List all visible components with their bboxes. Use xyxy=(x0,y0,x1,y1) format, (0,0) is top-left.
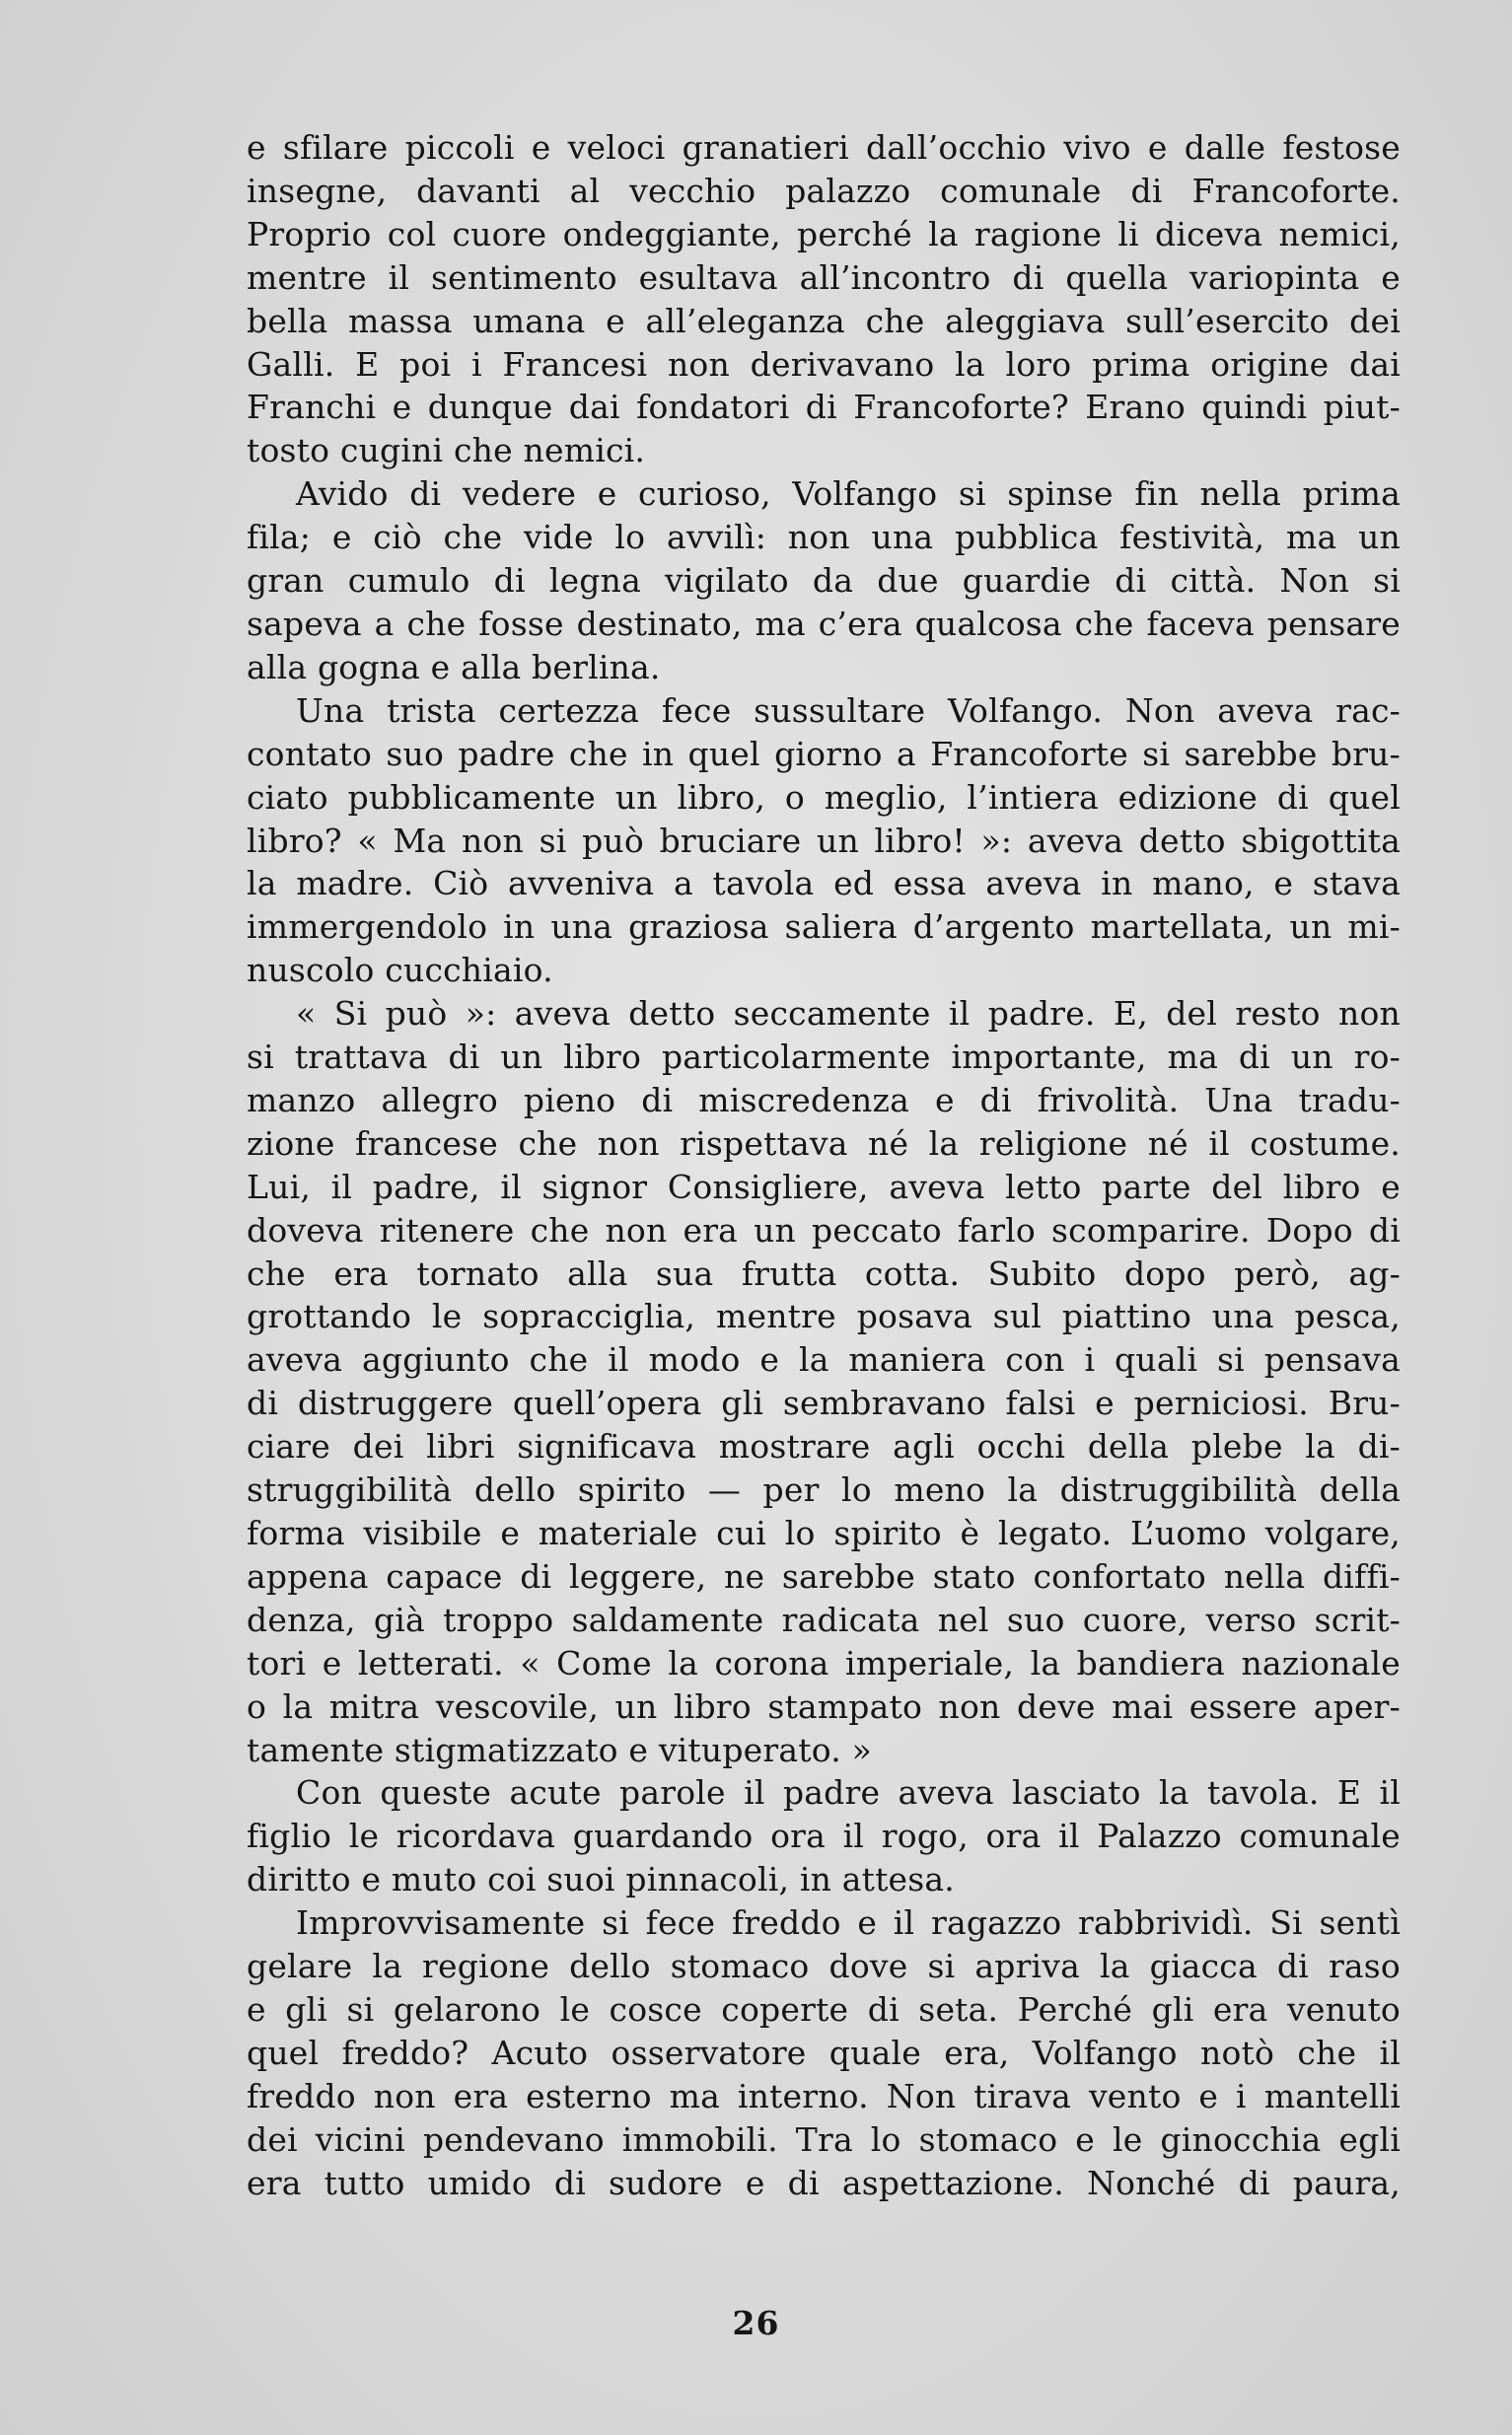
paragraph xyxy=(247,992,1401,1771)
text-line: diritto e muto coi suoi pinnacoli, in attesa. xyxy=(247,1860,955,1899)
body-text xyxy=(247,126,1401,2205)
text-line: freddo non era esterno ma interno. Non tirava vento e i mantelli xyxy=(247,2076,1401,2115)
paragraph xyxy=(247,472,1401,689)
text-line: alla gogna e alla berlina. xyxy=(247,647,661,686)
text-line: e sfilare piccoli e veloci granatieri dall’occhio vivo e dalle festose xyxy=(247,128,1401,167)
text-line: tori e letterati. « Come la corona imperiale, la bandiera nazionale xyxy=(247,1643,1401,1683)
text-line: struggibilità dello spirito — per lo meno la distruggibilità della xyxy=(247,1470,1401,1510)
text-line: manzo allegro pieno di miscredenza e di frivolità. Una tradu- xyxy=(247,1080,1401,1119)
text-line: la madre. Ciò avveniva a tavola ed essa aveva in mano, e stava xyxy=(247,864,1401,903)
text-line: Galli. E poi i Francesi non derivavano la loro prima origine dai xyxy=(247,344,1401,384)
text-line: fila; e ciò che vide lo avvilì: non una pubblica festività, ma un xyxy=(247,518,1401,557)
text-line: aveva aggiunto che il modo e la maniera con i quali si pensava xyxy=(247,1340,1401,1380)
text-line: sapeva a che fosse destinato, ma c’era qualcosa che faceva pensare xyxy=(247,604,1401,643)
text-line: gran cumulo di legna vigilato da due guardie di città. Non si xyxy=(247,561,1401,601)
text-line: grottando le sopracciglia, mentre posava sul piattino una pesca, xyxy=(247,1297,1401,1336)
text-line: si trattava di un libro particolarmente importante, ma di un ro- xyxy=(247,1038,1401,1077)
text-line: libro? « Ma non si può bruciare un libro! »: aveva detto sbigottita xyxy=(247,821,1401,860)
text-line: che era tornato alla sua frutta cotta. Subito dopo però, ag- xyxy=(247,1253,1401,1293)
page-number: 26 xyxy=(732,2304,780,2342)
paragraph xyxy=(247,1901,1401,2204)
text-line: contato suo padre che in quel giorno a Francoforte si sarebbe bru- xyxy=(247,734,1401,773)
text-line: doveva ritenere che non era un peccato farlo scomparire. Dopo di xyxy=(247,1210,1401,1250)
text-line: appena capace di leggere, ne sarebbe stato confortato nella diffi- xyxy=(247,1556,1401,1596)
text-line: di distruggere quell’opera gli sembravano falsi e perniciosi. Bru- xyxy=(247,1384,1401,1423)
text-line: denza, già troppo saldamente radicata nel suo cuore, verso scrit- xyxy=(247,1600,1401,1639)
text-line: quel freddo? Acuto osservatore quale era, Volfango notò che il xyxy=(247,2033,1401,2072)
text-line: forma visibile e materiale cui lo spirito è legato. L’uomo volgare, xyxy=(247,1514,1401,1552)
text-line: figlio le ricordava guardando ora il rogo, ora il Palazzo comunale xyxy=(247,1817,1401,1856)
paragraph xyxy=(247,1771,1401,1901)
text-line: nuscolo cucchiaio. xyxy=(247,951,553,990)
text-line: immergendolo in una graziosa saliera d’argento martellata, un mi- xyxy=(247,907,1401,947)
text-line: tosto cugini che nemici. xyxy=(247,431,646,470)
text-line: Proprio col cuore ondeggiante, perché la ragione li diceva nemici, xyxy=(247,214,1401,253)
text-line: zione francese che non rispettava né la religione né il costume. xyxy=(247,1123,1401,1163)
text-line: Con queste acute parole il padre aveva lasciato la tavola. E il xyxy=(296,1773,1401,1813)
text-line: bella massa umana e all’eleganza che aleggiava sull’esercito dei xyxy=(247,301,1401,340)
text-line: e gli si gelarono le cosce coperte di seta. Perché gli era venuto xyxy=(247,1989,1401,2029)
text-line: Lui, il padre, il signor Consigliere, aveva letto parte del libro e xyxy=(247,1167,1401,1206)
text-line: « Si può »: aveva detto seccamente il padre. E, del resto non xyxy=(296,994,1401,1034)
text-line: mentre il sentimento esultava all’incontro di quella variopinta e xyxy=(247,257,1401,297)
text-line: gelare la regione dello stomaco dove si apriva la giacca di raso xyxy=(247,1947,1401,1986)
text-line: Improvvisamente si fece freddo e il ragazzo rabbrividì. Si sentì xyxy=(296,1903,1401,1943)
text-line: o la mitra vescovile, un libro stampato non deve mai essere aper- xyxy=(247,1686,1401,1726)
text-line: ciato pubblicamente un libro, o meglio, l’intiera edizione di quel xyxy=(247,777,1401,817)
text-line: Franchi e dunque dai fondatori di Francoforte? Erano quindi piut- xyxy=(247,388,1401,427)
text-line: tamente stigmatizzato e vituperato. » xyxy=(247,1730,872,1769)
text-line: dei vicini pendevano immobili. Tra lo stomaco e le ginocchia egli xyxy=(247,2119,1401,2159)
text-line: Una trista certezza fece sussultare Volfango. Non aveva rac- xyxy=(296,690,1401,730)
text-line: Avido di vedere e curioso, Volfango si spinse fin nella prima xyxy=(296,474,1401,514)
paragraph xyxy=(247,689,1401,992)
text-line: era tutto umido di sudore e di aspettazione. Nonché di paura, xyxy=(247,2163,1401,2202)
text-line: insegne, davanti al vecchio palazzo comunale di Francoforte. xyxy=(247,171,1401,210)
paragraph xyxy=(247,126,1401,472)
text-line: ciare dei libri significava mostrare agli occhi della plebe la di- xyxy=(247,1427,1401,1467)
